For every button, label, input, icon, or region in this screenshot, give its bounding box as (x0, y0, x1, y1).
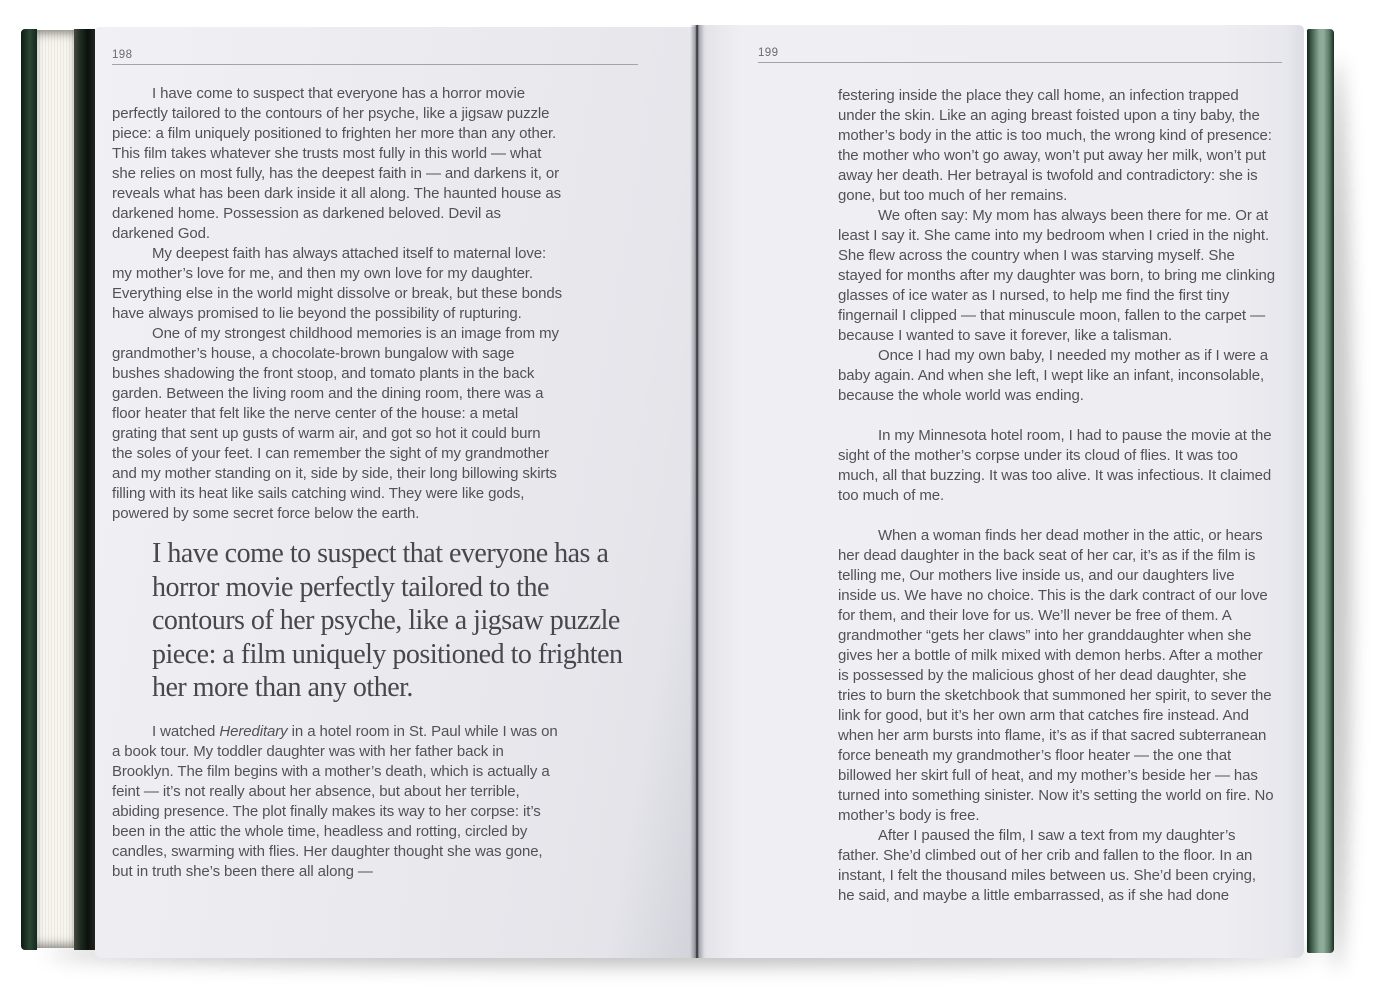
inner-spine-shadow (74, 29, 95, 950)
body-paragraph: My deepest faith has always attached itself to maternal love: my mother’s love for me, and then my own love for my daughter. Everything else in the world might dissolve or break, but these bonds have always promised to lie beyond the possibility of rupturing. (112, 245, 563, 322)
book-cover-left-edge (21, 29, 37, 950)
pull-quote: I have come to suspect that everyone has a horror movie perfectly tailored to the contours of her psyche, like a jigsaw puzzle piece: a film uniquely positioned to frighten her more than any other. (152, 538, 623, 703)
body-paragraph: We often say: My mom has always been there for me. Or at least I say it. She came into my bedroom when I cried in the night. She flew across the country when I was starving myself. She stayed for months after my daughter was born, to bring me clinking glasses of ice water as I nursed, to help me find the first tiny fingernail I clipped — that minuscule moon, fallen to the carpet — because I wanted to save it forever, like a talisman. (838, 207, 1275, 344)
left-page-header (112, 49, 638, 65)
body-paragraph: festering inside the place they call home, an infection trapped under the skin. Like an aging breast foisted upon a tiny baby, the mother’s body in the attic is too much, the wrong kind of presence: the mother who won’t go away, won’t put away her milk, won’t put away her death. Her betrayal is twofold and contradictory: she is gone, but too much of her remains. (838, 87, 1272, 204)
right-page-body (838, 86, 1275, 906)
body-paragraph: After I paused the film, I saw a text from my daughter’s father. She’d climbed out of her crib and fallen to the floor. In an instant, I felt the thousand miles between us. She’d been crying, he said, and maybe a little embarrassed, as if she had done (838, 827, 1256, 904)
body-paragraph: I have come to suspect that everyone has a horror movie perfectly tailored to the contours of her psyche, like a jigsaw puzzle piece: a film uniquely positioned to frighten her more than any other. This film takes whatever she trusts most fully in this world — what she relies on most fully, has the deepest faith in — and darkens it, or reveals what has been dark inside it all along. The haunted house as darkened home. Possession as darkened beloved. Devil as darkened God. (112, 85, 562, 242)
page-stack-fore-edge (37, 30, 74, 948)
left-page (95, 27, 697, 958)
right-page-header (758, 47, 1282, 63)
paragraph-text: I watched (152, 722, 220, 740)
body-paragraph: One of my strongest childhood memories is an image from my grandmother’s house, a chocolate-brown bungalow with sage bushes shadowing the front stoop, and tomato plants in the back garden. Between the living room and the dining room, there was a floor heater that felt like the nerve center of the house: a metal grating that sent up gusts of warm air, and got so hot it could burn the soles of your feet. I can remember the sight of my grandmother and my mother standing on it, side by side, their long billowing skirts filling with its heat like sails catching wind. They were like gods, powered by some secret force below the earth. (112, 325, 559, 522)
book-cover-right-edge (1307, 29, 1334, 953)
page-number-right: 199 (758, 47, 779, 59)
header-rule-right (758, 62, 1282, 63)
paragraph-text: in a hotel room in St. Paul while I was on a book tour. My toddler daughter was with her father back in Brooklyn. The film begins with a mother’s death, which is actually a feint — it’s not really about her absence, but about her terrible, abiding presence. The plot finally makes its way to her corpse: it’s been in the attic the whole time, headless and rotting, circled by candles, swarming with flies. Her daughter thought she was gone, but in truth she’s been there all along — (112, 722, 558, 880)
body-paragraph: Once I had my own baby, I needed my mother as if I were a baby again. And when she left, I wept like an infant, inconsolable, because the whole world was ending. (838, 347, 1269, 404)
gutter-shadow (690, 25, 704, 958)
body-paragraph: In my Minnesota hotel room, I had to pause the movie at the sight of the mother’s corpse under its cloud of flies. It was too much, all that buzzing. It was too alive. It was infectious. It claimed too much of me. (838, 427, 1272, 504)
right-page (697, 25, 1304, 958)
body-paragraph (112, 722, 564, 882)
film-title-italic: Hereditary (219, 722, 288, 740)
header-rule-left (112, 64, 638, 65)
page-number-left: 198 (112, 49, 133, 61)
left-page-body (112, 84, 623, 882)
body-paragraph: When a woman finds her dead mother in the attic, or hears her dead daughter in the back seat of her car, it’s as if the film is telling me, Our mothers live inside us, and our daughters live inside us. We have no choice. This is the dark contract of our love for them, and their love for us. We’ll never be free of them. A grandmother “gets her claws” into her granddaughter when she gives her a bottle of milk mixed with demon herbs. After a mother is possessed by the malicious ghost of her dead daughter, she tries to burn the sketchbook that summoned her spirit, to sever the link for good, but it’s her own arm that catches fire instead. And when her arm bursts into flame, it’s as if that sacred subterranean force beneath my grandmother’s floor heater — the one that billowed her skirt full of heat, and my mother’s beside her — has turned into something sinister. Now it’s setting the world on fire. No mother’s body is free. (838, 527, 1274, 824)
